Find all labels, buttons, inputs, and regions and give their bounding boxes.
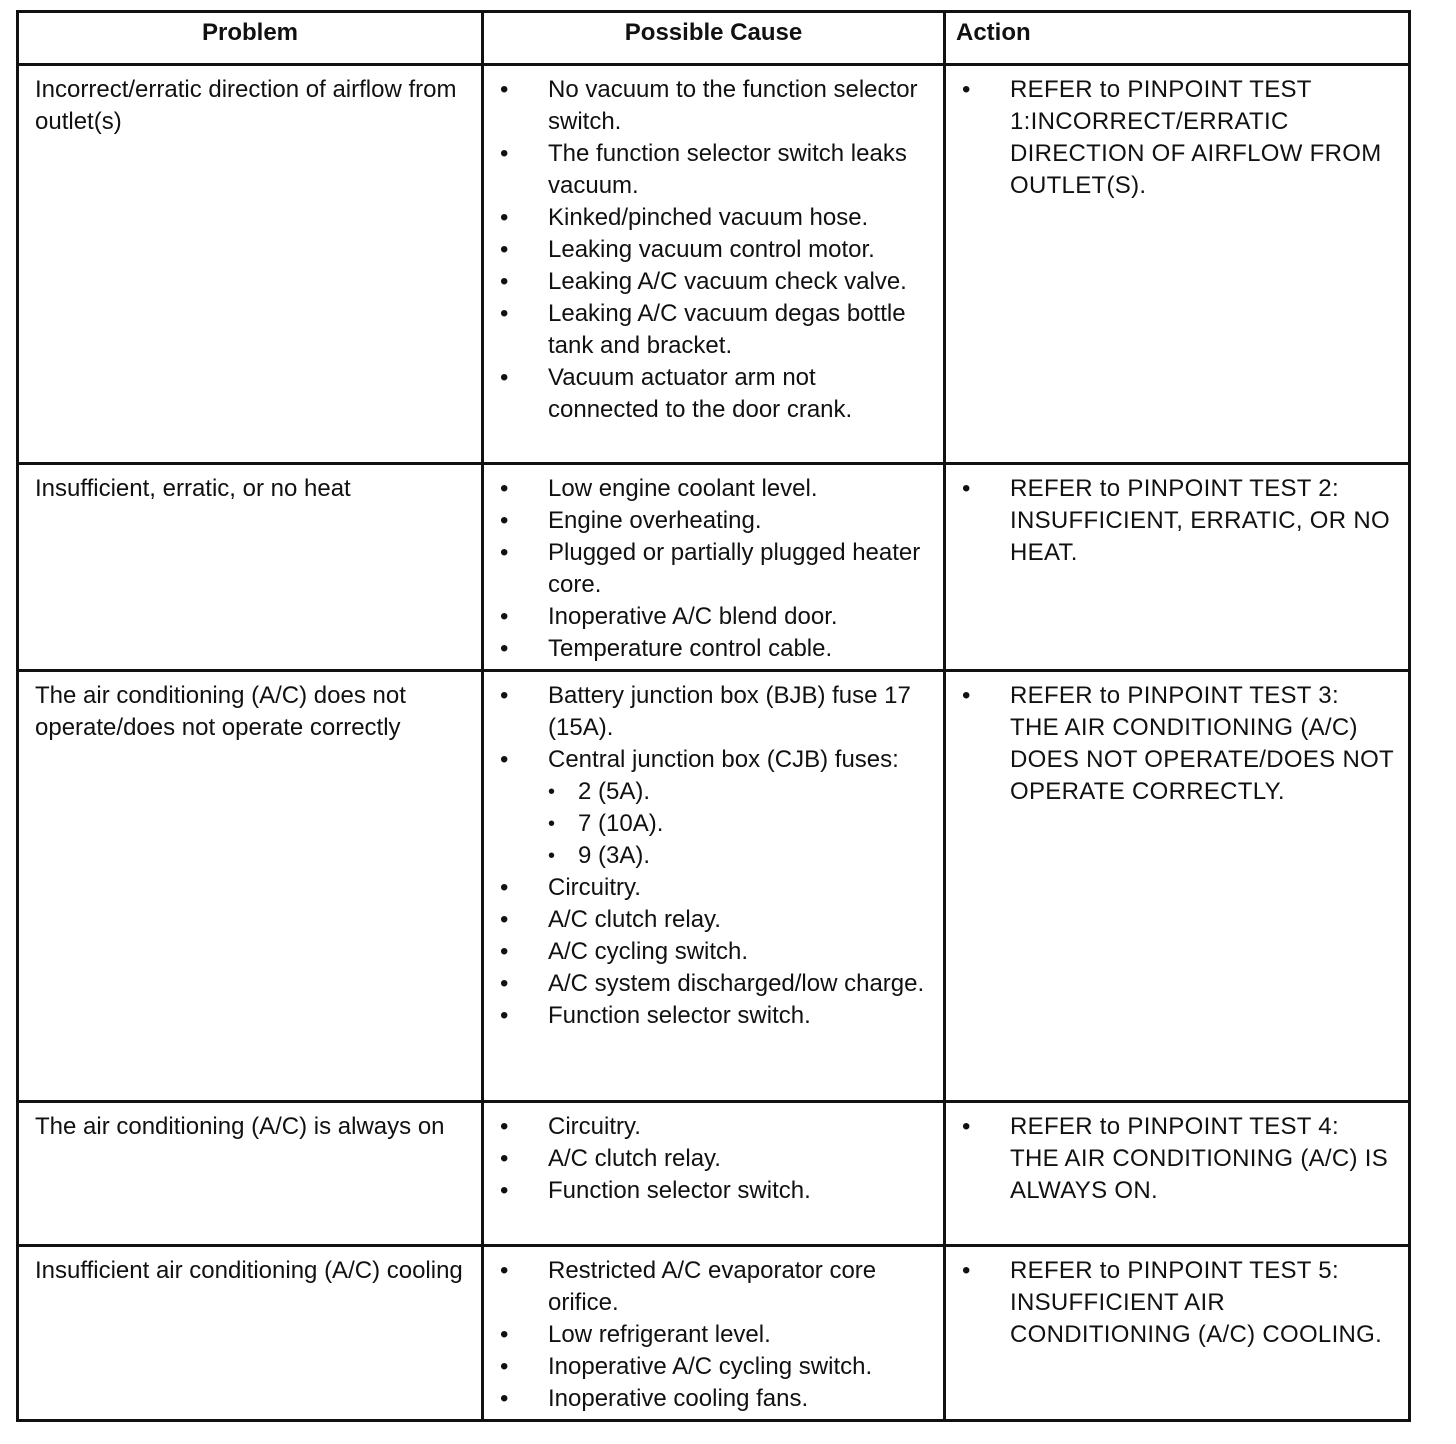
list-item: • Engine overheating.	[500, 505, 929, 537]
problem-cell: The air conditioning (A/C) is always on	[18, 1102, 483, 1246]
list-item: • Restricted A/C evaporator core orifice.	[500, 1255, 929, 1319]
cause-list	[500, 74, 929, 426]
action-item: • REFER to PINPOINT TEST 3: THE AIR CONDITIONING (A/C) DOES NOT OPERATE/DOES NOT OPERATE CORRECTLY.	[962, 680, 1394, 808]
header-row	[18, 12, 1410, 65]
problem-cell: Incorrect/erratic direction of airflow from outlet(s)	[18, 65, 483, 464]
list-item: • A/C cycling switch.	[500, 936, 929, 968]
list-item: • Circuitry.	[500, 1111, 929, 1143]
action-list	[962, 680, 1394, 808]
table-row	[18, 1246, 1410, 1421]
header-possible-cause: Possible Cause	[483, 12, 945, 65]
problem-cell: Insufficient, erratic, or no heat	[18, 464, 483, 671]
list-item: • Inoperative A/C cycling switch.	[500, 1351, 929, 1383]
list-item: • A/C clutch relay.	[500, 904, 929, 936]
action-item: • REFER to PINPOINT TEST 5: INSUFFICIENT AIR CONDITIONING (A/C) COOLING.	[962, 1255, 1394, 1351]
list-item: • Leaking A/C vacuum check valve.	[500, 266, 929, 298]
cause-cell	[483, 65, 945, 464]
list-item	[500, 744, 929, 872]
action-item: • REFER to PINPOINT TEST 1:INCORRECT/ERRATIC DIRECTION OF AIRFLOW FROM OUTLET(S).	[962, 74, 1394, 202]
problem-cell: Insufficient air conditioning (A/C) cooling	[18, 1246, 483, 1421]
fuse-item: • 9 (3A).	[548, 840, 929, 872]
table-row	[18, 65, 1410, 464]
list-item: • Circuitry.	[500, 872, 929, 904]
action-list	[962, 1255, 1394, 1351]
action-list	[962, 1111, 1394, 1207]
list-item: • Leaking A/C vacuum degas bottle tank and bracket.	[500, 298, 929, 362]
list-item: • A/C system discharged/low charge.	[500, 968, 929, 1000]
list-item: • Function selector switch.	[500, 1000, 929, 1032]
header-problem: Problem	[18, 12, 483, 65]
list-item: • Low engine coolant level.	[500, 473, 929, 505]
cause-list	[500, 473, 929, 665]
list-item: • Low refrigerant level.	[500, 1319, 929, 1351]
action-item: • REFER to PINPOINT TEST 2: INSUFFICIENT, ERRATIC, OR NO HEAT.	[962, 473, 1394, 569]
table-row	[18, 464, 1410, 671]
list-item: • Battery junction box (BJB) fuse 17 (15A).	[500, 680, 929, 744]
problem-cell: The air conditioning (A/C) does not operate/does not operate correctly	[18, 671, 483, 1102]
list-item: • The function selector switch leaks vacuum.	[500, 138, 929, 202]
table-row	[18, 1102, 1410, 1246]
table-row	[18, 671, 1410, 1102]
list-item: • Inoperative cooling fans.	[500, 1383, 929, 1415]
action-list	[962, 74, 1394, 202]
fuse-item: • 2 (5A).	[548, 776, 929, 808]
list-item: • No vacuum to the function selector switch.	[500, 74, 929, 138]
cause-list	[500, 1111, 929, 1207]
action-cell	[945, 1102, 1410, 1246]
list-item-text: Central junction box (CJB) fuses:	[548, 746, 899, 773]
list-item: • Temperature control cable.	[500, 633, 929, 665]
list-item: • Leaking vacuum control motor.	[500, 234, 929, 266]
symptom-chart-table	[16, 10, 1411, 1422]
list-item: • Plugged or partially plugged heater core.	[500, 537, 929, 601]
action-cell	[945, 65, 1410, 464]
list-item: • Inoperative A/C blend door.	[500, 601, 929, 633]
fuse-sublist	[548, 776, 929, 872]
list-item: • Vacuum actuator arm not connected to the door crank.	[500, 362, 929, 426]
action-list	[962, 473, 1394, 569]
list-item: • Function selector switch.	[500, 1175, 929, 1207]
fuse-item: • 7 (10A).	[548, 808, 929, 840]
action-cell	[945, 1246, 1410, 1421]
header-action: Action	[945, 12, 1410, 65]
cause-list	[500, 680, 929, 1032]
action-cell	[945, 671, 1410, 1102]
cause-cell	[483, 1246, 945, 1421]
cause-cell	[483, 671, 945, 1102]
cause-cell	[483, 464, 945, 671]
action-cell	[945, 464, 1410, 671]
list-item: • Kinked/pinched vacuum hose.	[500, 202, 929, 234]
action-item: • REFER to PINPOINT TEST 4: THE AIR CONDITIONING (A/C) IS ALWAYS ON.	[962, 1111, 1394, 1207]
list-item: • A/C clutch relay.	[500, 1143, 929, 1175]
cause-list	[500, 1255, 929, 1415]
cause-cell	[483, 1102, 945, 1246]
